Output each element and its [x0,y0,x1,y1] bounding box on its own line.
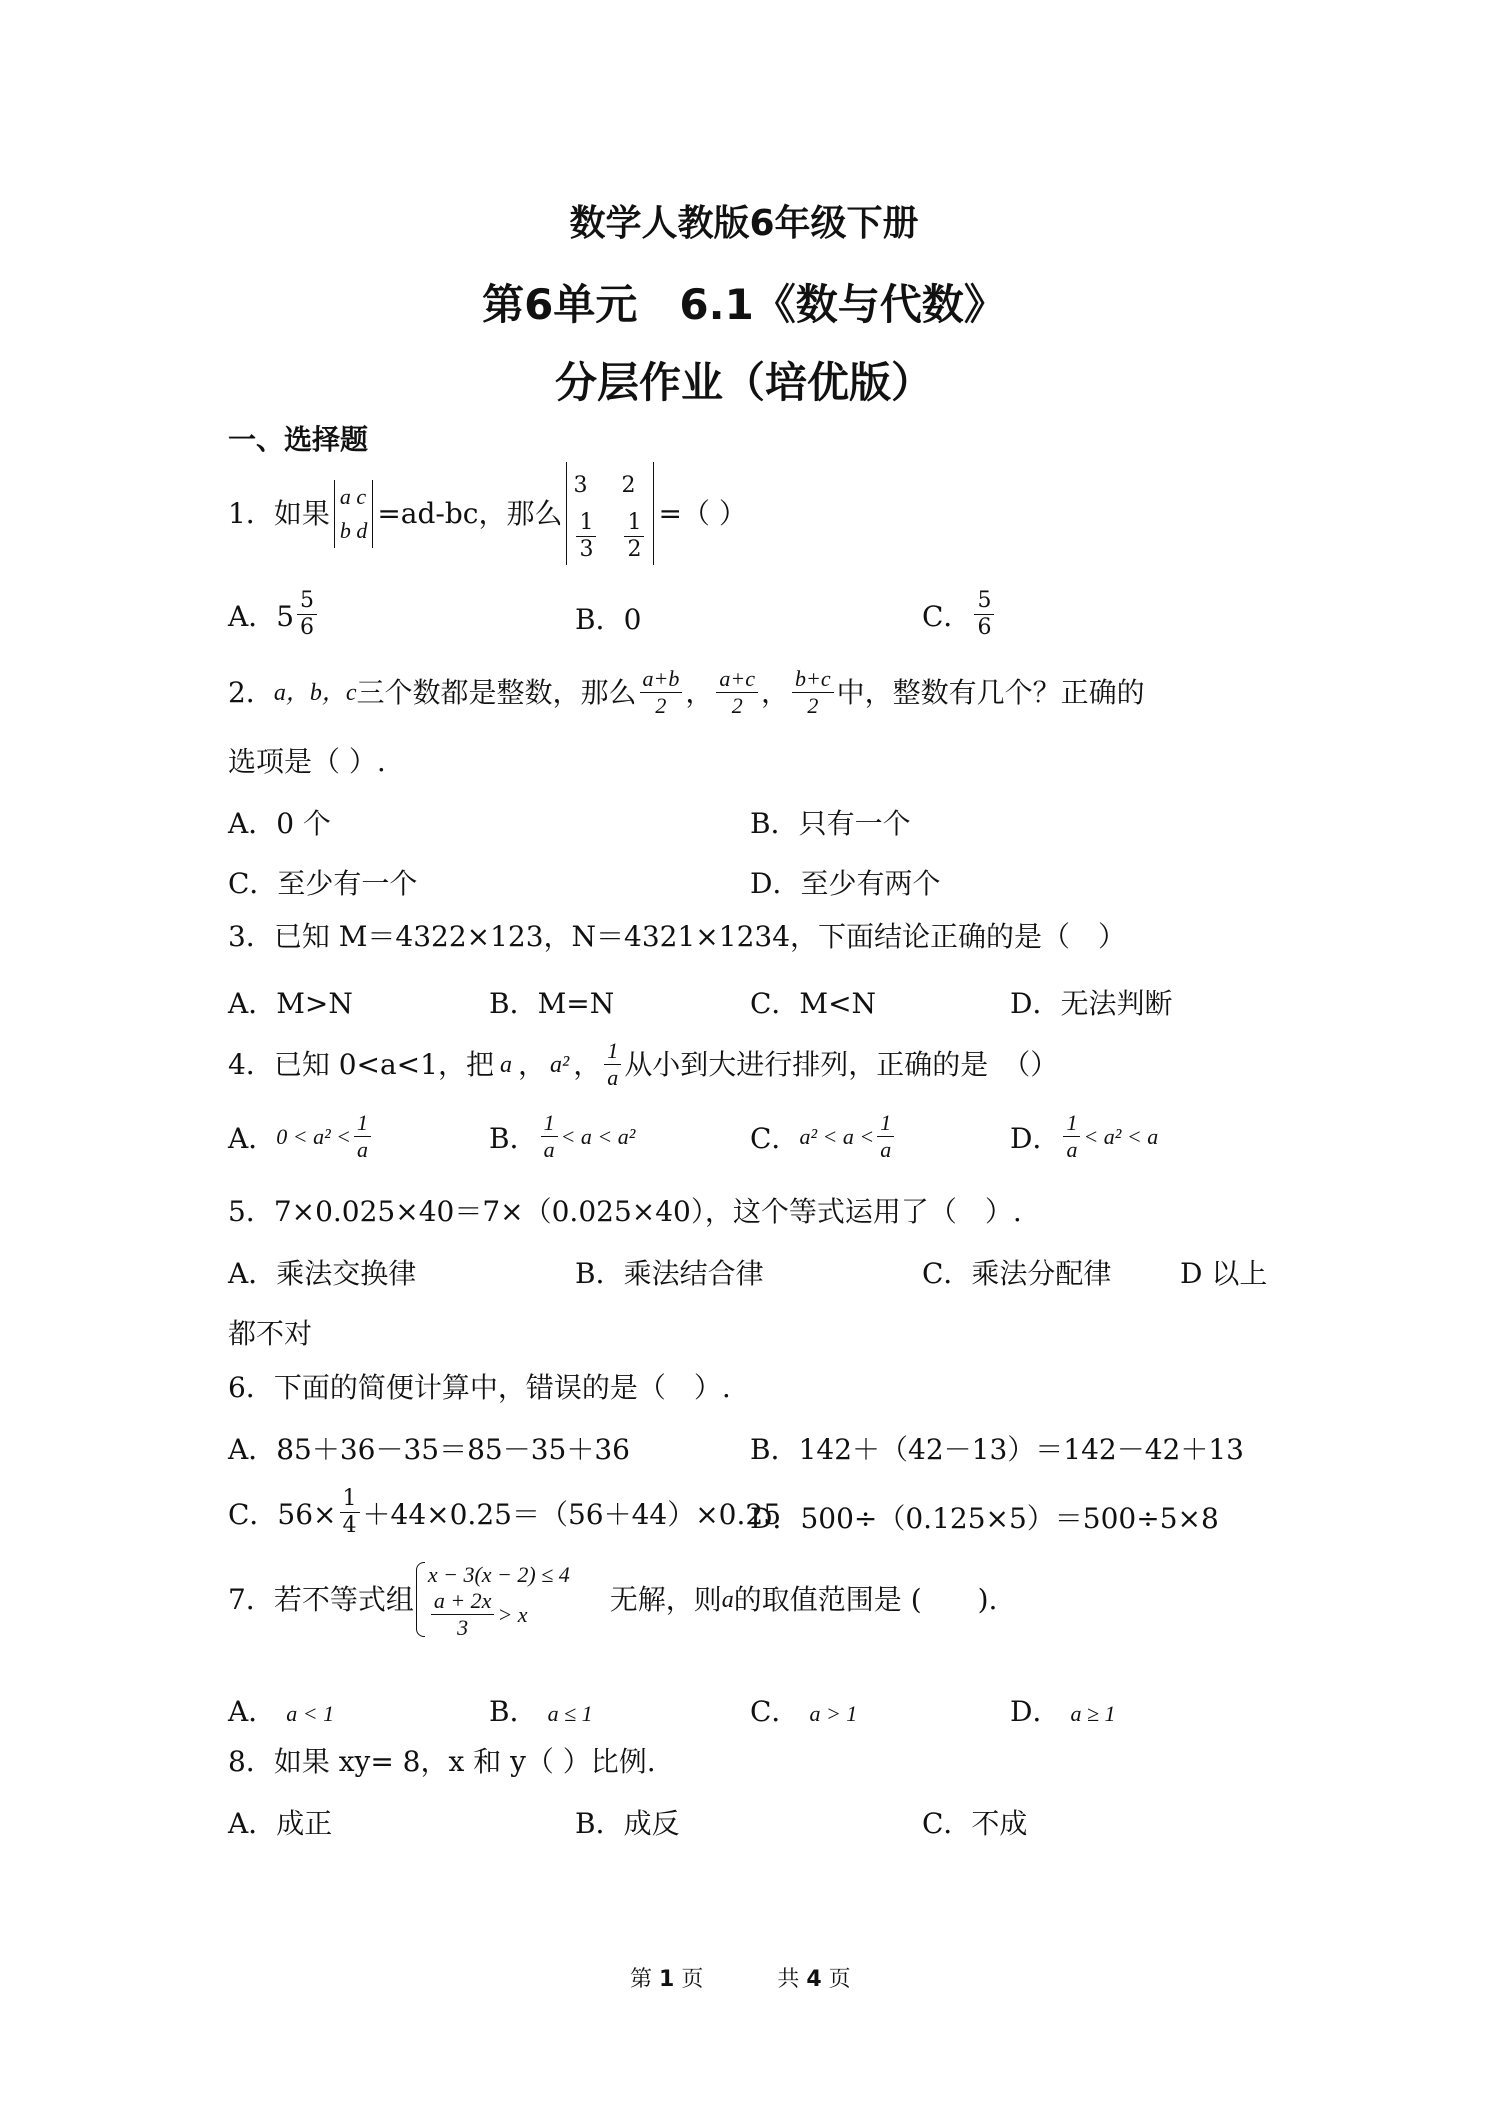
doc-title-line2: 第6单元 6.1《数与代数》 [482,280,1006,329]
q5-option-d: D 以上 [1180,1257,1268,1290]
q2-option-d: D．至少有两个 [750,867,941,900]
q1-m22: $\frac{1}{2}$ [624,512,644,561]
q2-option-a: A．0 个 [228,807,331,840]
q7-option-c: C． a > 1 [750,1695,858,1728]
q4-a: a [499,1051,512,1078]
q5-option-c: C．乘法分配律 [922,1257,1112,1290]
question-4: 4．已知 0<a<1，把 a ， a² ， $\frac{1}{a}$ 从小到大进行排列，正确的是 （） [228,1038,1059,1090]
total-pages: 4 [806,1967,822,1992]
q7-inequality-system [414,1560,570,1639]
q8-option-b: B．成反 [575,1807,680,1840]
q2-fraction-3: $\frac{b+c}{2}$ [792,668,834,717]
q1-suffix: =（ ） [658,496,747,530]
question-7: 7．若不等式组 x − 3(x − 2) ≤ 4 $\frac{a + 2x}{3}$ > x 无解，则 a 的取值范围是 ( ). [228,1562,998,1640]
q7-inequality-2: $\frac{a + 2x}{3}$ > x [428,1590,570,1639]
q1-prefix: 1．如果 [228,496,330,530]
q1-determinant-definition [334,480,374,548]
q1-middle: =ad-bc，那么 [377,496,563,530]
q7-option-a: A． a < 1 [228,1695,335,1728]
q4-option-d: D． $\frac{1}{a}$ < a² < a [1010,1110,1159,1162]
q7-inequality-1: x − 3(x − 2) ≤ 4 [427,1562,570,1587]
q3-option-c: C．M<N [750,987,877,1020]
q2-option-c: C．至少有一个 [228,867,418,900]
q4-option-b: B． $\frac{1}{a}$ < a < a² [489,1110,636,1162]
page-footer: 第 1 页 共 4 页 [630,1967,851,1992]
q7-option-d: D． a ≥ 1 [1010,1695,1116,1728]
q4-a-squared: a² [549,1051,570,1078]
q6-option-b: B．142＋（42－13）＝142－42＋13 [750,1433,1244,1466]
q2-variables: a，b，c [273,679,357,706]
q4-reciprocal: $\frac{1}{a}$ [604,1040,621,1089]
q1-option-a: A．5 $\frac{5}{6}$ [228,590,320,639]
q1-det-row-1: a c [339,483,367,509]
q8-option-c: C．不成 [922,1807,1028,1840]
q1-option-b: B．0 [575,603,642,636]
q5-option-d-cont: 都不对 [228,1317,313,1350]
q1-option-c: C． $\frac{5}{6}$ [922,590,997,639]
question-5: 5．7×0.025×40＝7×（0.025×40），这个等式运用了（ ）. [228,1195,1022,1228]
question-2: 2． a，b，c 三个数都是整数，那么 $\frac{a+b}{2}$ ， $\frac{a+c}{2}$ ， $\frac{b+c}{2}$ 中，整数有几个？正确的 [228,666,1145,718]
q1-m21: $\frac{1}{3}$ [576,512,596,561]
question-1 [228,462,747,565]
q1-m12: 2 [621,473,636,498]
q1-determinant-values [566,462,654,565]
q6-option-d: D．500÷（0.125×5）＝500÷5×8 [750,1502,1219,1535]
section-heading: 一、选择题 [228,423,369,456]
q7-option-b: B． a ≤ 1 [489,1695,593,1728]
q3-option-b: B．M=N [489,987,615,1020]
q4-option-c: C． a² < a < $\frac{1}{a}$ [750,1112,897,1161]
q3-option-d: D．无法判断 [1010,987,1173,1020]
question-6: 6．下面的简便计算中，错误的是（ ）. [228,1371,731,1404]
q6-option-a: A．85＋36－35＝85－35＋36 [228,1433,630,1466]
q5-option-a: A．乘法交换律 [228,1257,417,1290]
question-8: 8．如果 xy= 8，x 和 y（ ）比例. [228,1745,656,1778]
question-3: 3．已知 M＝4322×123，N＝4321×1234，下面结论正确的是（ ） [228,920,1127,953]
q4-option-a: A． 0 < a² < $\frac{1}{a}$ [228,1112,374,1161]
q8-option-a: A．成正 [228,1807,333,1840]
q6-option-c: C．56× $\frac{1}{4}$ ＋44×0.25＝（56＋44）×0.25 [228,1486,782,1538]
q1-det-row-2: b d [339,517,368,543]
q2-fraction-2: $\frac{a+c}{2}$ [716,668,758,717]
q1-m11: 3 [573,473,588,498]
current-page-number: 1 [659,1967,675,1992]
q3-option-a: A．M>N [228,987,353,1020]
q2-option-b: B．只有一个 [750,807,911,840]
q5-option-b: B．乘法结合律 [575,1257,764,1290]
q2-fraction-1: $\frac{a+b}{2}$ [640,668,683,717]
doc-title-line1: 数学人教版6年级下册 [569,203,919,244]
q2-line-2: 选项是（ ）. [228,745,386,778]
doc-title-line3: 分层作业（培优版） [554,358,933,407]
